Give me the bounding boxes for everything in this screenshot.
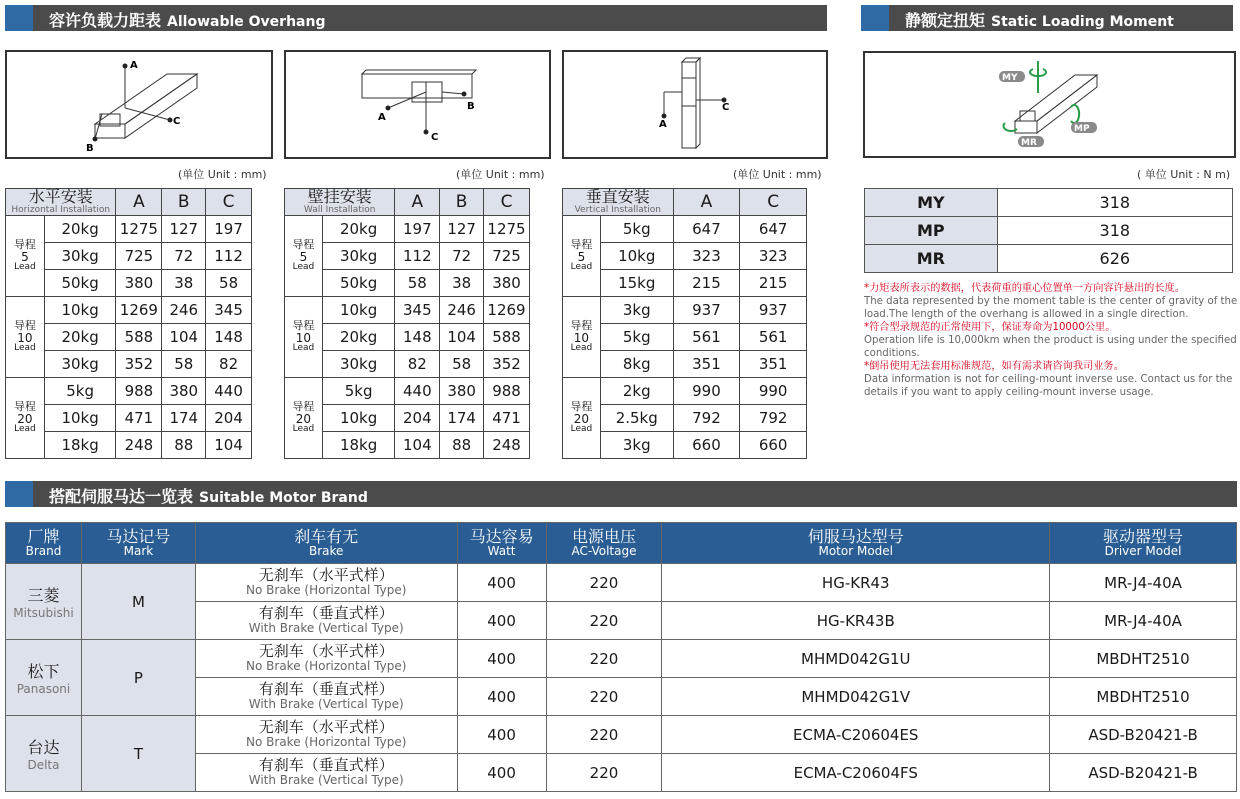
label-a: A (378, 112, 386, 123)
motor-section-title: 搭配伺服马达一览表 Suitable Motor Brand (49, 487, 368, 506)
header-en: Brand (25, 544, 62, 559)
value-cell: 248 (116, 432, 162, 459)
value-cell: 647 (673, 216, 740, 243)
value-cell: 38 (440, 270, 484, 297)
table-header-row (285, 189, 530, 216)
value-cell: 660 (673, 432, 740, 459)
value-cell: 351 (673, 351, 740, 378)
brand-cn: 三菱 (27, 586, 60, 605)
brake-cn: 无刹车（水平式样） (258, 566, 394, 585)
header-en: Mark (123, 544, 154, 559)
brake-cn: 有刹车（垂直式样） (258, 604, 394, 623)
value-cell: 246 (162, 297, 206, 324)
brake-cell (195, 716, 457, 754)
load-cell: 50kg (322, 270, 395, 297)
lead-number: 10 (17, 330, 33, 345)
wall-overhang-table (284, 188, 530, 459)
moment-value: 318 (997, 189, 1232, 217)
header-cell (1050, 523, 1237, 564)
value-cell: 471 (116, 405, 162, 432)
notes-block (864, 282, 1239, 399)
note-3-en: Data information is not for ceiling-mount inverse use. Contact us for the details if you want to apply ceiling-mount inverse usage. (864, 374, 1233, 398)
lead-cn: 导程 (13, 238, 36, 252)
lead-cell (563, 297, 601, 378)
value-cell: 204 (395, 405, 440, 432)
brand-cell (6, 564, 82, 640)
load-cell: 20kg (44, 216, 116, 243)
value-cell: 792 (673, 405, 740, 432)
wall-install-drawing (286, 52, 549, 157)
table-row (6, 297, 252, 324)
brake-en: With Brake (Vertical Type) (248, 621, 404, 636)
brake-cn: 有刹车（垂直式样） (258, 756, 394, 775)
lead-cn: 导程 (292, 319, 315, 333)
table-row (6, 378, 252, 405)
header-cn: 马达记号 (106, 526, 171, 546)
watt-cell: 400 (457, 678, 546, 716)
value-cell: 204 (206, 405, 252, 432)
moment-row (865, 189, 1233, 217)
lead-number: 20 (295, 411, 312, 426)
motor-row (6, 564, 1237, 602)
value-cell: 792 (740, 405, 807, 432)
header-cell (546, 523, 662, 564)
motor-row (6, 716, 1237, 754)
watt-cell: 400 (457, 716, 546, 754)
column-header: C (206, 189, 252, 216)
lead-cn: 导程 (570, 400, 593, 414)
note-2-en: Operation life is 10,000km when the product is using under the specified conditions. (864, 335, 1237, 359)
value-cell: 471 (484, 405, 530, 432)
value-cell: 345 (395, 297, 440, 324)
value-cell: 58 (395, 270, 440, 297)
lead-cell (563, 378, 601, 459)
load-cell: 50kg (44, 270, 116, 297)
motor-model-cell: ECMA-C20604FS (662, 754, 1050, 792)
value-cell: 174 (162, 405, 206, 432)
lead-en: Lead (292, 424, 315, 435)
moment-key: MY (865, 189, 998, 217)
lead-cn: 导程 (13, 400, 36, 414)
voltage-cell: 220 (546, 678, 662, 716)
value-cell: 345 (206, 297, 252, 324)
header-cn: 驱动器型号 (1103, 526, 1184, 546)
static-section-bar (861, 5, 1233, 31)
value-cell: 440 (206, 378, 252, 405)
load-cell: 10kg (600, 243, 673, 270)
section-accent (5, 481, 33, 507)
value-cell: 588 (484, 324, 530, 351)
motor-model-cell: ECMA-C20604ES (662, 716, 1050, 754)
load-cell: 3kg (600, 297, 673, 324)
brake-en: With Brake (Vertical Type) (248, 773, 404, 788)
label-b: B (86, 143, 94, 154)
brake-en: No Brake (Horizontal Type) (246, 735, 407, 750)
value-cell: 990 (673, 378, 740, 405)
load-cell: 5kg (600, 324, 673, 351)
value-cell: 82 (206, 351, 252, 378)
value-cell: 104 (206, 432, 252, 459)
value-cell: 352 (116, 351, 162, 378)
value-cell: 88 (162, 432, 206, 459)
lead-en: Lead (292, 343, 315, 354)
value-cell: 104 (162, 324, 206, 351)
label-c: C (431, 132, 439, 143)
note-1-en: The data represented by the moment table is the center of gravity of the load.The length of the overhang is allowed in a single direction. (864, 296, 1238, 320)
value-cell: 380 (440, 378, 484, 405)
header-en: AC-Voltage (571, 544, 637, 559)
label-mr: MR (1021, 138, 1037, 148)
voltage-cell: 220 (546, 602, 662, 640)
label-mp: MP (1074, 124, 1090, 134)
value-cell: 440 (395, 378, 440, 405)
value-cell: 58 (440, 351, 484, 378)
unit-label: (单位 Unit : mm) (178, 168, 267, 181)
lead-cn: 导程 (292, 400, 315, 414)
brake-cell (195, 640, 457, 678)
value-cell: 104 (395, 432, 440, 459)
static-moment-drawing (865, 53, 1234, 156)
value-cell: 988 (116, 378, 162, 405)
install-title-cell (563, 189, 674, 216)
lead-cell (285, 297, 323, 378)
label-c: C (722, 102, 730, 113)
value-cell: 1275 (116, 216, 162, 243)
load-cell: 20kg (322, 216, 395, 243)
motor-model-cell: HG-KR43 (662, 564, 1050, 602)
brake-cell (195, 754, 457, 792)
lead-cn: 导程 (570, 319, 593, 333)
table-row (563, 216, 807, 243)
value-cell: 660 (740, 432, 807, 459)
moment-value: 318 (997, 217, 1232, 245)
load-cell: 18kg (322, 432, 395, 459)
motor-header-row (6, 523, 1237, 564)
value-cell: 148 (395, 324, 440, 351)
brake-en: With Brake (Vertical Type) (248, 697, 404, 712)
wall-install-diagram (284, 50, 551, 159)
brand-cell (6, 640, 82, 716)
brake-cell (195, 564, 457, 602)
lead-en: Lead (570, 343, 593, 354)
header-cell (81, 523, 195, 564)
table-row (563, 378, 807, 405)
header-en: Motor Model (818, 544, 894, 559)
value-cell: 380 (116, 270, 162, 297)
voltage-cell: 220 (546, 640, 662, 678)
horizontal-install-diagram (5, 50, 273, 159)
vertical-overhang-table (562, 188, 807, 459)
motor-model-cell: MHMD042G1V (662, 678, 1050, 716)
lead-number: 5 (299, 249, 308, 264)
lead-en: Lead (14, 262, 36, 273)
load-cell: 18kg (44, 432, 116, 459)
moment-key: MP (865, 217, 998, 245)
header-cn: 伺服马达型号 (807, 526, 904, 546)
brand-cell (6, 716, 82, 792)
value-cell: 380 (484, 270, 530, 297)
label-a: A (130, 60, 138, 71)
load-cell: 10kg (322, 405, 395, 432)
static-moment-diagram (863, 51, 1236, 158)
moment-value: 626 (997, 245, 1232, 273)
table-header-row (6, 189, 252, 216)
note-2 (864, 321, 1239, 360)
value-cell: 1269 (116, 297, 162, 324)
brand-en: Panasoni (16, 682, 71, 696)
lead-cn: 导程 (13, 319, 36, 333)
lead-number: 5 (21, 249, 29, 264)
load-cell: 20kg (44, 324, 116, 351)
horizontal-overhang-table (5, 188, 252, 459)
lead-number: 10 (295, 330, 312, 345)
value-cell: 112 (206, 243, 252, 270)
motor-row (6, 640, 1237, 678)
lead-cell (6, 297, 45, 378)
header-cell (457, 523, 546, 564)
column-header: C (740, 189, 807, 216)
motor-section-bar (5, 481, 1237, 507)
moment-row (865, 217, 1233, 245)
unit-label: ( 单位 Unit : N m) (1137, 168, 1231, 181)
label-a: A (659, 119, 667, 130)
value-cell: 1275 (484, 216, 530, 243)
static-moment-table (864, 188, 1233, 273)
driver-model-cell: MR-J4-40A (1050, 564, 1237, 602)
overhang-section-bar (5, 5, 827, 31)
mark-cell: P (81, 640, 195, 716)
load-cell: 5kg (322, 378, 395, 405)
table-row (563, 297, 807, 324)
lead-en: Lead (570, 262, 593, 273)
table-header-row (563, 189, 807, 216)
note-3-red: *倒吊使用无法套用标准规范，如有需求请咨询我司业务。 (864, 361, 1124, 372)
value-cell: 647 (740, 216, 807, 243)
column-header: C (484, 189, 530, 216)
install-title-en: Vertical Installation (574, 205, 661, 215)
header-cell (662, 523, 1050, 564)
lead-cn: 导程 (570, 238, 593, 252)
install-title-cell (6, 189, 116, 216)
install-title-cn: 垂直安装 (585, 187, 650, 206)
label-c: C (173, 116, 181, 127)
value-cell: 246 (440, 297, 484, 324)
watt-cell: 400 (457, 754, 546, 792)
overhang-section-title: 容许负载力距表 Allowable Overhang (49, 11, 326, 30)
column-header: A (116, 189, 162, 216)
note-3 (864, 360, 1239, 399)
mark-cell: M (81, 564, 195, 640)
note-1 (864, 282, 1239, 321)
value-cell: 561 (740, 324, 807, 351)
section-accent (5, 5, 33, 31)
load-cell: 10kg (44, 297, 116, 324)
value-cell: 561 (673, 324, 740, 351)
lead-en: Lead (292, 262, 315, 273)
value-cell: 725 (484, 243, 530, 270)
voltage-cell: 220 (546, 716, 662, 754)
value-cell: 112 (395, 243, 440, 270)
load-cell: 5kg (600, 216, 673, 243)
value-cell: 937 (740, 297, 807, 324)
load-cell: 10kg (44, 405, 116, 432)
header-cn: 厂牌 (27, 526, 60, 546)
value-cell: 58 (206, 270, 252, 297)
column-header: B (440, 189, 484, 216)
load-cell: 30kg (322, 351, 395, 378)
lead-cell (6, 378, 45, 459)
watt-cell: 400 (457, 564, 546, 602)
value-cell: 988 (484, 378, 530, 405)
lead-number: 10 (573, 330, 590, 345)
install-title-en: Wall Installation (303, 205, 376, 215)
header-cn: 刹车有无 (294, 526, 359, 546)
lead-cn: 导程 (292, 238, 315, 252)
load-cell: 30kg (44, 351, 116, 378)
value-cell: 1269 (484, 297, 530, 324)
column-header: A (673, 189, 740, 216)
value-cell: 937 (673, 297, 740, 324)
lead-en: Lead (14, 343, 36, 354)
motor-model-cell: HG-KR43B (662, 602, 1050, 640)
value-cell: 197 (206, 216, 252, 243)
value-cell: 197 (395, 216, 440, 243)
value-cell: 248 (484, 432, 530, 459)
value-cell: 38 (162, 270, 206, 297)
column-header: B (162, 189, 206, 216)
load-cell: 3kg (600, 432, 673, 459)
motor-model-cell: MHMD042G1U (662, 640, 1050, 678)
lead-en: Lead (14, 424, 36, 435)
install-title-cn: 水平安装 (28, 187, 93, 206)
unit-label: (单位 Unit : mm) (456, 168, 545, 181)
unit-label: (单位 Unit : mm) (733, 168, 822, 181)
column-header: A (395, 189, 440, 216)
horizontal-install-drawing (7, 52, 271, 157)
load-cell: 2kg (600, 378, 673, 405)
moment-key: MR (865, 245, 998, 273)
lead-en: Lead (570, 424, 593, 435)
table-row (285, 297, 530, 324)
section-accent (861, 5, 889, 31)
table-row (285, 216, 530, 243)
value-cell: 323 (740, 243, 807, 270)
motor-brand-table (5, 522, 1237, 792)
vertical-install-diagram (562, 50, 828, 159)
value-cell: 82 (395, 351, 440, 378)
value-cell: 127 (162, 216, 206, 243)
value-cell: 215 (673, 270, 740, 297)
lead-cell (563, 216, 601, 297)
lead-cell (285, 378, 323, 459)
header-cn: 电源电压 (571, 526, 636, 546)
note-2-red: *符合型录规范的正常使用下，保证寿命为10000公里。 (864, 322, 1116, 333)
header-en: Driver Model (1104, 544, 1182, 559)
note-1-red: *力矩表所表示的数据，代表荷重的重心位置单一方向容许悬出的长度。 (864, 283, 1185, 294)
brake-en: No Brake (Horizontal Type) (246, 659, 407, 674)
value-cell: 380 (162, 378, 206, 405)
value-cell: 725 (116, 243, 162, 270)
value-cell: 127 (440, 216, 484, 243)
label-b: B (467, 101, 475, 112)
driver-model-cell: MBDHT2510 (1050, 640, 1237, 678)
lead-number: 20 (573, 411, 590, 426)
value-cell: 990 (740, 378, 807, 405)
value-cell: 215 (740, 270, 807, 297)
value-cell: 352 (484, 351, 530, 378)
brand-cn: 台达 (27, 738, 60, 757)
watt-cell: 400 (457, 602, 546, 640)
voltage-cell: 220 (546, 754, 662, 792)
load-cell: 30kg (44, 243, 116, 270)
static-section-title: 静额定扭矩 Static Loading Moment (905, 11, 1174, 30)
moment-row (865, 245, 1233, 273)
value-cell: 351 (740, 351, 807, 378)
load-cell: 2.5kg (600, 405, 673, 432)
voltage-cell: 220 (546, 564, 662, 602)
load-cell: 10kg (322, 297, 395, 324)
value-cell: 72 (440, 243, 484, 270)
value-cell: 588 (116, 324, 162, 351)
load-cell: 20kg (322, 324, 395, 351)
vertical-install-drawing (564, 52, 826, 157)
label-my: MY (1002, 73, 1018, 83)
brake-cn: 有刹车（垂直式样） (258, 680, 394, 699)
value-cell: 148 (206, 324, 252, 351)
value-cell: 58 (162, 351, 206, 378)
header-cell (195, 523, 457, 564)
value-cell: 72 (162, 243, 206, 270)
driver-model-cell: ASD-B20421-B (1050, 754, 1237, 792)
table-row (285, 378, 530, 405)
install-title-cell (285, 189, 395, 216)
install-title-cn: 壁挂安装 (307, 187, 372, 206)
lead-number: 20 (17, 411, 33, 426)
header-en: Brake (309, 544, 344, 559)
load-cell: 8kg (600, 351, 673, 378)
load-cell: 15kg (600, 270, 673, 297)
header-cn: 马达容易 (469, 526, 534, 546)
lead-number: 5 (577, 249, 586, 264)
driver-model-cell: MR-J4-40A (1050, 602, 1237, 640)
brand-en: Delta (27, 758, 60, 772)
value-cell: 88 (440, 432, 484, 459)
header-cell (6, 523, 82, 564)
load-cell: 5kg (44, 378, 116, 405)
watt-cell: 400 (457, 640, 546, 678)
driver-model-cell: ASD-B20421-B (1050, 716, 1237, 754)
load-cell: 30kg (322, 243, 395, 270)
value-cell: 174 (440, 405, 484, 432)
brake-cell (195, 678, 457, 716)
table-row (6, 216, 252, 243)
brand-en: Mitsubishi (13, 606, 74, 620)
mark-cell: T (81, 716, 195, 792)
brake-en: No Brake (Horizontal Type) (246, 583, 407, 598)
install-title-en: Horizontal Installation (11, 205, 111, 215)
brake-cn: 无刹车（水平式样） (258, 718, 394, 737)
value-cell: 104 (440, 324, 484, 351)
brand-cn: 松下 (27, 662, 60, 681)
header-en: Watt (487, 544, 516, 559)
lead-cell (6, 216, 45, 297)
lead-cell (285, 216, 323, 297)
brake-cell (195, 602, 457, 640)
value-cell: 323 (673, 243, 740, 270)
brake-cn: 无刹车（水平式样） (258, 642, 394, 661)
driver-model-cell: MBDHT2510 (1050, 678, 1237, 716)
